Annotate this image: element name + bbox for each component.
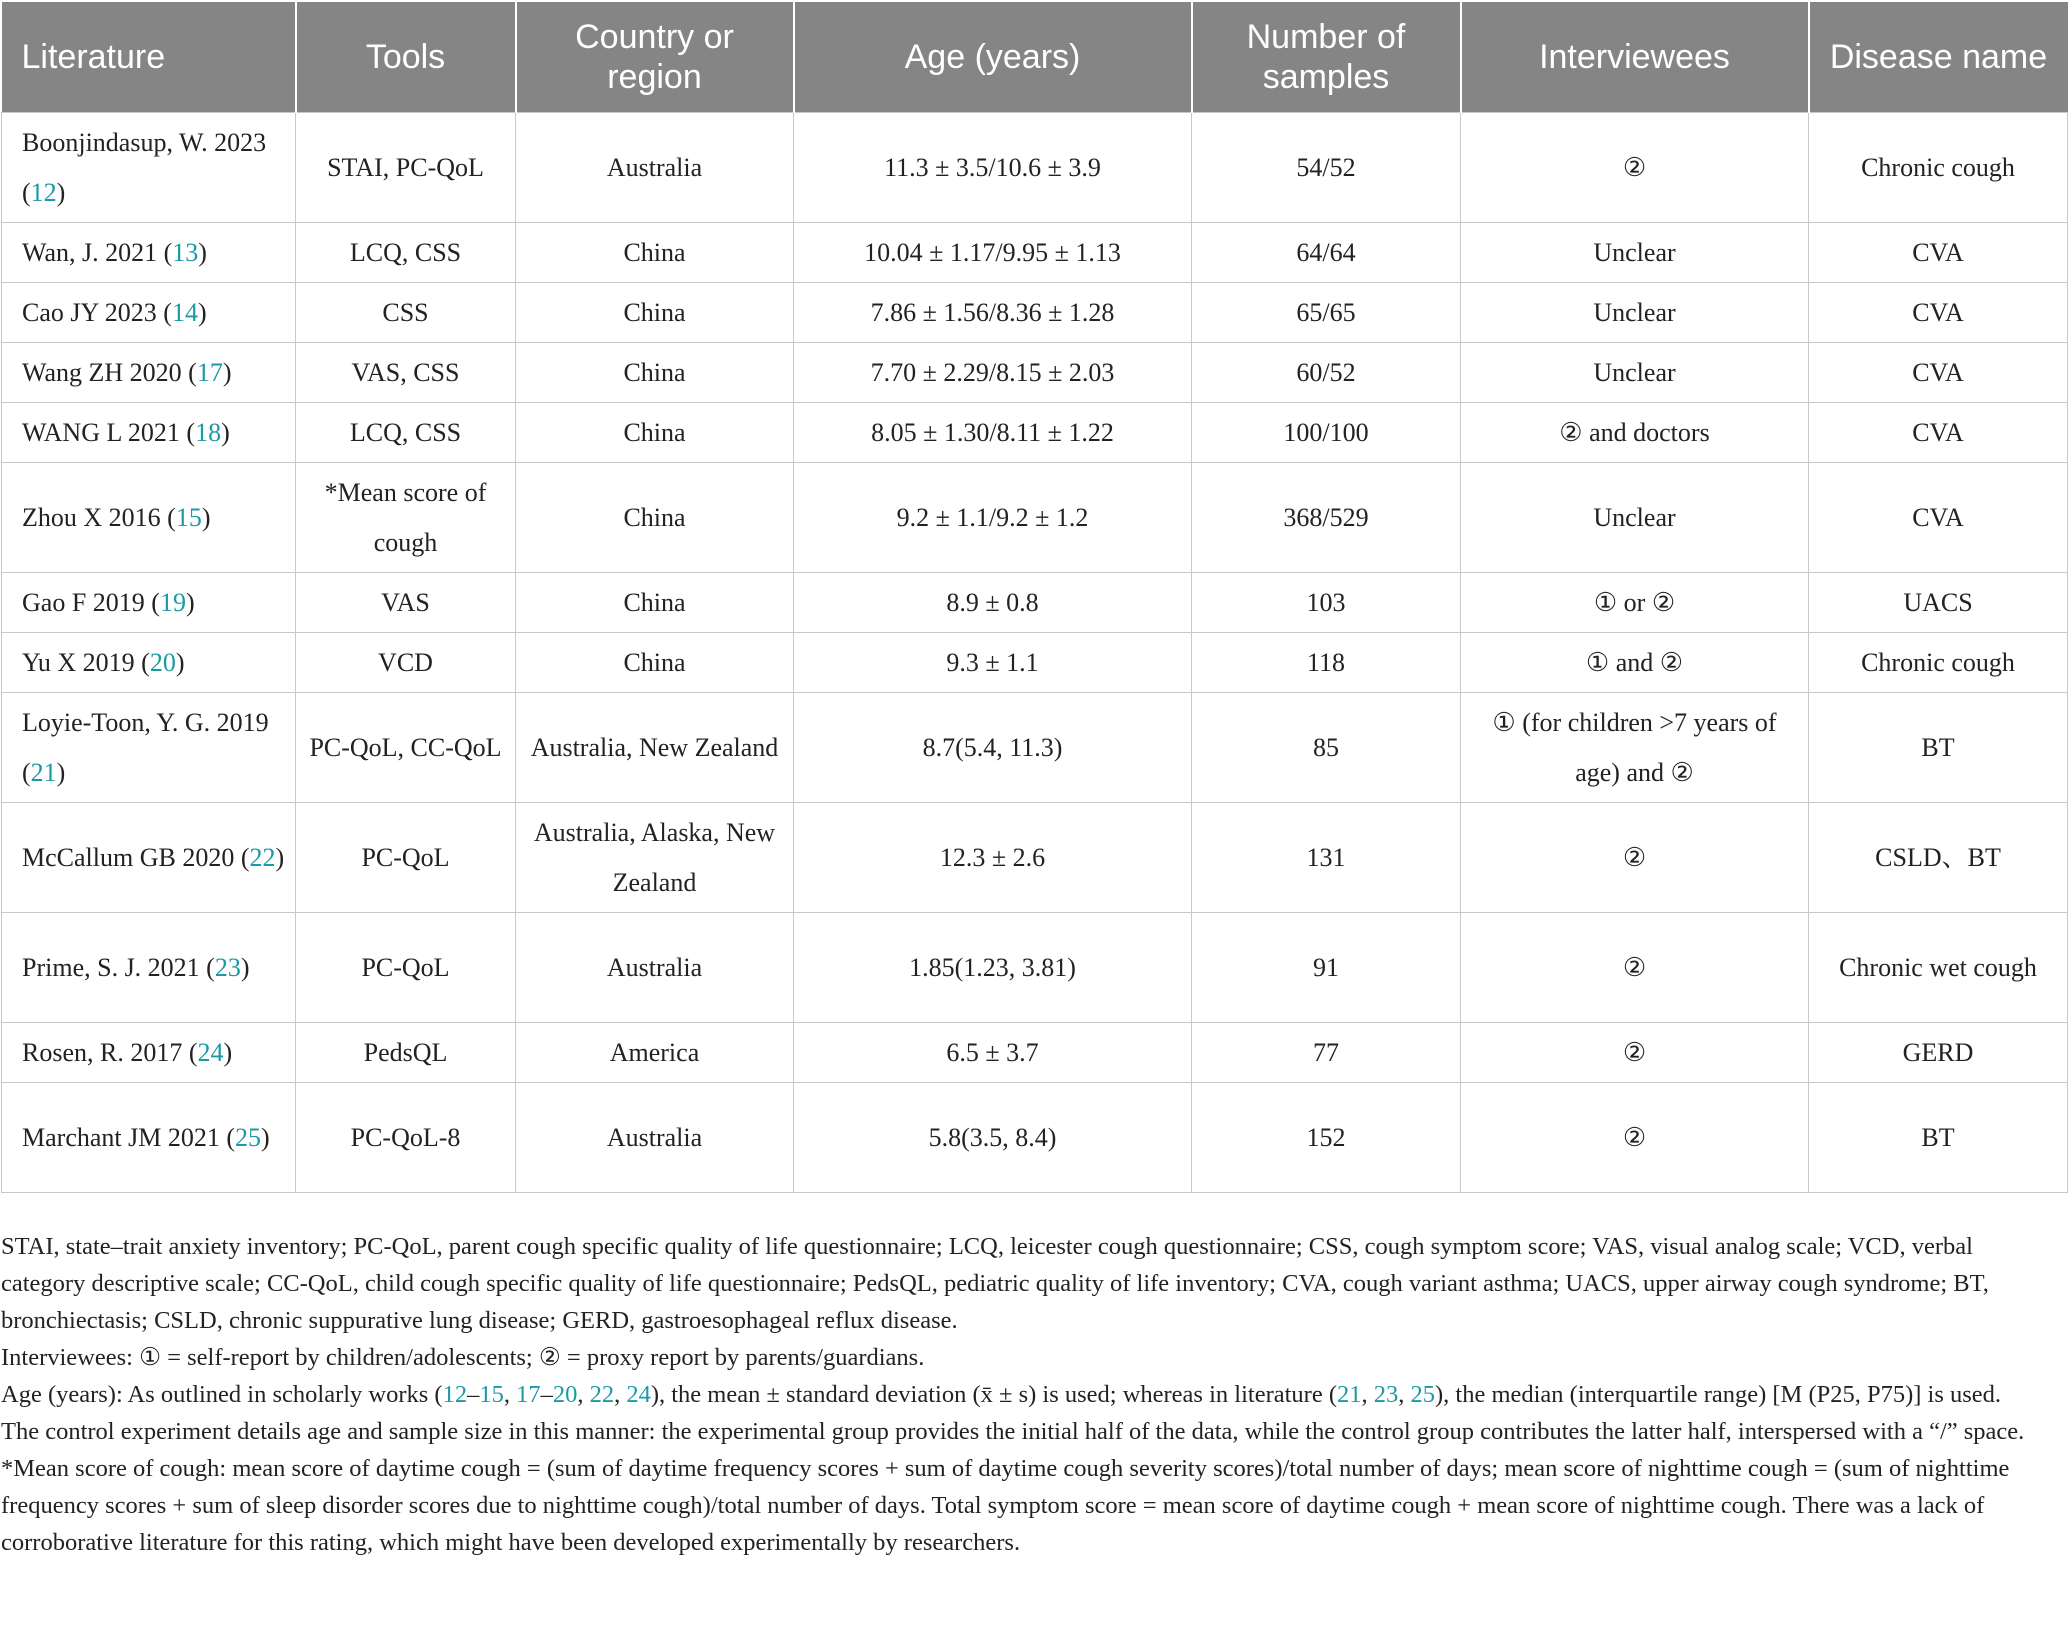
cell-country: China xyxy=(516,223,794,283)
cell-country: China xyxy=(516,633,794,693)
table-row xyxy=(2,283,2068,343)
cell-tools: PC-QoL-8 xyxy=(296,1083,516,1193)
cell-samples: 85 xyxy=(1192,693,1461,803)
footnote-control: The control experiment details age and sample size in this manner: the experimental group provides the initial half of the data, while the control group contributes the latter half, interspersed with a “/” space. xyxy=(1,1418,2025,1445)
cell-disease: BT xyxy=(1809,693,2068,803)
cell-age: 8.9 ± 0.8 xyxy=(794,573,1192,633)
cell-tools: PC-QoL, CC-QoL xyxy=(296,693,516,803)
cell-country: Australia xyxy=(516,913,794,1023)
cell-literature: Cao JY 2023 (14) xyxy=(2,283,296,343)
literature-text: Rosen, R. 2017 ( xyxy=(22,1037,198,1067)
header-samples: Number of samples xyxy=(1192,2,1461,113)
cell-literature: Boonjindasup, W. 2023 (12) xyxy=(2,113,296,223)
cell-literature: Wan, J. 2021 (13) xyxy=(2,223,296,283)
literature-text: Cao JY 2023 ( xyxy=(22,297,172,327)
cell-tools: *Mean score of cough xyxy=(296,463,516,573)
cell-samples: 368/529 xyxy=(1192,463,1461,573)
cell-age: 6.5 ± 3.7 xyxy=(794,1023,1192,1083)
literature-text: Marchant JM 2021 ( xyxy=(22,1122,236,1152)
cell-country: China xyxy=(516,343,794,403)
table-row xyxy=(2,403,2068,463)
header-country: Country or region xyxy=(516,2,794,113)
cell-age: 7.70 ± 2.29/8.15 ± 2.03 xyxy=(794,343,1192,403)
cell-age: 9.2 ± 1.1/9.2 ± 1.2 xyxy=(794,463,1192,573)
cell-age: 8.7(5.4, 11.3) xyxy=(794,693,1192,803)
cell-literature: Zhou X 2016 (15) xyxy=(2,463,296,573)
cell-interviewees: Unclear xyxy=(1461,223,1809,283)
reference-link[interactable]: 22 xyxy=(249,842,276,872)
literature-text: Zhou X 2016 ( xyxy=(22,502,176,532)
cell-tools: PedsQL xyxy=(296,1023,516,1083)
reference-link[interactable]: 20 xyxy=(149,647,176,677)
cell-disease: GERD xyxy=(1809,1023,2068,1083)
table-footnotes xyxy=(1,1228,2059,1561)
footnote-interviewees: Interviewees: ① = self-report by children/adolescents; ② = proxy report by parents/guardians. xyxy=(1,1344,925,1371)
cell-disease: CVA xyxy=(1809,223,2068,283)
cell-interviewees: ② xyxy=(1461,1083,1809,1193)
footnote-abbreviations: STAI, state–trait anxiety inventory; PC-QoL, parent cough specific quality of life questionnaire; LCQ, leicester cough questionnaire; CSS, cough symptom score; VAS, visual analog scale; VCD, verbal category descriptive scale; CC-QoL, child cough specific quality of life questionnaire; PedsQL, pediatric quality of life inventory; CVA, cough variant asthma; UACS, upper airway cough syndrome; BT, bronchiectasis; CSLD, chronic suppurative lung disease; GERD, gastroesophageal reflux disease. xyxy=(1,1233,1989,1334)
footnote-mean-score: *Mean score of cough: mean score of daytime cough = (sum of daytime frequency scores + sum of daytime cough severity scores)/total number of days; mean score of nighttime cough = (sum of nighttime frequency scores + sum of sleep disorder scores due to nighttime cough)/total number of days. Total symptom score = mean score of daytime cough + mean score of nighttime cough. There was a lack of corroborative literature for this rating, which might have been developed experimentally by researchers. xyxy=(1,1455,2010,1556)
cell-tools: STAI, PC-QoL xyxy=(296,113,516,223)
footnote-text: Age (years): As outlined in scholarly works ( xyxy=(1,1381,443,1408)
literature-text: Wan, J. 2021 ( xyxy=(22,237,173,267)
cell-samples: 118 xyxy=(1192,633,1461,693)
cell-country: Australia, New Zealand xyxy=(516,693,794,803)
reference-link[interactable]: 21 xyxy=(30,757,57,787)
cell-tools: LCQ, CSS xyxy=(296,403,516,463)
cell-interviewees: ② and doctors xyxy=(1461,403,1809,463)
cell-tools: CSS xyxy=(296,283,516,343)
reference-link[interactable]: 21 xyxy=(1336,1381,1362,1408)
literature-text: WANG L 2021 ( xyxy=(22,417,196,447)
header-interviewees: Interviewees xyxy=(1461,2,1809,113)
cell-samples: 152 xyxy=(1192,1083,1461,1193)
reference-link[interactable]: 20 xyxy=(552,1381,578,1408)
cell-age: 11.3 ± 3.5/10.6 ± 3.9 xyxy=(794,113,1192,223)
cell-samples: 91 xyxy=(1192,913,1461,1023)
reference-link[interactable]: 15 xyxy=(175,502,202,532)
footnote-text: ), the mean ± standard deviation (x̄ ± s) is used; whereas in literature ( xyxy=(650,1381,1337,1408)
cell-interviewees: Unclear xyxy=(1461,343,1809,403)
footnote-text: , xyxy=(614,1381,627,1408)
header-age: Age (years) xyxy=(794,2,1192,113)
table-row xyxy=(2,1083,2068,1193)
cell-age: 5.8(3.5, 8.4) xyxy=(794,1083,1192,1193)
cell-tools: VAS, CSS xyxy=(296,343,516,403)
reference-link[interactable]: 19 xyxy=(159,587,186,617)
reference-link[interactable]: 13 xyxy=(172,237,199,267)
reference-link[interactable]: 14 xyxy=(171,297,198,327)
cell-literature: McCallum GB 2020 (22) xyxy=(2,803,296,913)
cell-samples: 131 xyxy=(1192,803,1461,913)
cell-disease: CVA xyxy=(1809,463,2068,573)
table-row xyxy=(2,223,2068,283)
table-row xyxy=(2,803,2068,913)
reference-link[interactable]: 18 xyxy=(195,417,222,447)
cell-disease: CVA xyxy=(1809,403,2068,463)
cell-age: 1.85(1.23, 3.81) xyxy=(794,913,1192,1023)
cell-country: China xyxy=(516,283,794,343)
cell-age: 9.3 ± 1.1 xyxy=(794,633,1192,693)
reference-link[interactable]: 25 xyxy=(1410,1381,1435,1408)
reference-link[interactable]: 22 xyxy=(589,1381,615,1408)
cell-disease: Chronic cough xyxy=(1809,633,2068,693)
literature-text: Boonjindasup, W. 2023 ( xyxy=(22,127,267,207)
reference-link[interactable]: 23 xyxy=(1373,1381,1399,1408)
cell-literature: Marchant JM 2021 (25) xyxy=(2,1083,296,1193)
cell-disease: Chronic wet cough xyxy=(1809,913,2068,1023)
header-tools: Tools xyxy=(296,2,516,113)
cell-samples: 64/64 xyxy=(1192,223,1461,283)
cell-country: Australia xyxy=(516,113,794,223)
literature-text: Gao F 2019 ( xyxy=(22,587,160,617)
cell-age: 7.86 ± 1.56/8.36 ± 1.28 xyxy=(794,283,1192,343)
reference-link[interactable]: 17 xyxy=(516,1381,541,1408)
cell-literature: WANG L 2021 (18) xyxy=(2,403,296,463)
cell-country: China xyxy=(516,573,794,633)
table-row xyxy=(2,113,2068,223)
reference-link[interactable]: 15 xyxy=(479,1381,504,1408)
cell-age: 12.3 ± 2.6 xyxy=(794,803,1192,913)
header-literature: Literature xyxy=(2,2,296,113)
literature-text: Yu X 2019 ( xyxy=(22,647,150,677)
cell-samples: 54/52 xyxy=(1192,113,1461,223)
reference-link[interactable]: 12 xyxy=(442,1381,468,1408)
cell-disease: BT xyxy=(1809,1083,2068,1193)
cell-literature: Prime, S. J. 2021 (23) xyxy=(2,913,296,1023)
reference-link[interactable]: 25 xyxy=(235,1122,262,1152)
cell-tools: PC-QoL xyxy=(296,913,516,1023)
cell-interviewees: Unclear xyxy=(1461,463,1809,573)
header-disease: Disease name xyxy=(1809,2,2068,113)
cell-literature: Gao F 2019 (19) xyxy=(2,573,296,633)
table-row xyxy=(2,633,2068,693)
cell-disease: CSLD、BT xyxy=(1809,803,2068,913)
cell-interviewees: ① or ② xyxy=(1461,573,1809,633)
cell-disease: CVA xyxy=(1809,283,2068,343)
cell-samples: 65/65 xyxy=(1192,283,1461,343)
literature-text: McCallum GB 2020 ( xyxy=(22,842,250,872)
literature-text: Loyie-Toon, Y. G. 2019 ( xyxy=(22,707,269,787)
footnote-text: , xyxy=(577,1381,590,1408)
table-row xyxy=(2,693,2068,803)
reference-link[interactable]: 12 xyxy=(30,177,57,207)
footnote-age xyxy=(1,1376,2059,1413)
footnote-text: , xyxy=(1398,1381,1411,1408)
cell-tools: LCQ, CSS xyxy=(296,223,516,283)
table-row xyxy=(2,343,2068,403)
cell-age: 8.05 ± 1.30/8.11 ± 1.22 xyxy=(794,403,1192,463)
cell-samples: 103 xyxy=(1192,573,1461,633)
table-row xyxy=(2,913,2068,1023)
cell-interviewees: ② xyxy=(1461,113,1809,223)
table-header-row xyxy=(2,2,2068,113)
cell-interviewees: ① and ② xyxy=(1461,633,1809,693)
cell-country: America xyxy=(516,1023,794,1083)
cell-disease: CVA xyxy=(1809,343,2068,403)
cell-country: China xyxy=(516,463,794,573)
cell-interviewees: Unclear xyxy=(1461,283,1809,343)
cell-country: Australia xyxy=(516,1083,794,1193)
footnote-text: ), the median (interquartile range) [M (P25, P75)] is used. xyxy=(1434,1381,2002,1408)
literature-text: Prime, S. J. 2021 ( xyxy=(22,952,215,982)
literature-text: Wang ZH 2020 ( xyxy=(22,357,197,387)
cell-disease: Chronic cough xyxy=(1809,113,2068,223)
cell-age: 10.04 ± 1.17/9.95 ± 1.13 xyxy=(794,223,1192,283)
reference-link[interactable]: 24 xyxy=(626,1381,651,1408)
cell-interviewees: ② xyxy=(1461,913,1809,1023)
footnote-text: – xyxy=(467,1381,480,1408)
cell-tools: VCD xyxy=(296,633,516,693)
cell-samples: 77 xyxy=(1192,1023,1461,1083)
table-row xyxy=(2,573,2068,633)
table-row xyxy=(2,463,2068,573)
cell-tools: VAS xyxy=(296,573,516,633)
footnote-text: – xyxy=(540,1381,553,1408)
cell-literature: Loyie-Toon, Y. G. 2019 (21) xyxy=(2,693,296,803)
cell-samples: 100/100 xyxy=(1192,403,1461,463)
cell-disease: UACS xyxy=(1809,573,2068,633)
cell-samples: 60/52 xyxy=(1192,343,1461,403)
cell-interviewees: ② xyxy=(1461,1023,1809,1083)
reference-link[interactable]: 23 xyxy=(214,952,241,982)
footnote-text: , xyxy=(503,1381,517,1408)
cell-country: Australia, Alaska, New Zealand xyxy=(516,803,794,913)
cell-interviewees: ① (for children >7 years of age) and ② xyxy=(1461,693,1809,803)
cell-literature: Rosen, R. 2017 (24) xyxy=(2,1023,296,1083)
cell-interviewees: ② xyxy=(1461,803,1809,913)
reference-link[interactable]: 24 xyxy=(197,1037,224,1067)
table-row xyxy=(2,1023,2068,1083)
footnote-text: , xyxy=(1361,1381,1374,1408)
cell-country: China xyxy=(516,403,794,463)
literature-table xyxy=(1,2,2068,1193)
cell-literature: Wang ZH 2020 (17) xyxy=(2,343,296,403)
cell-literature: Yu X 2019 (20) xyxy=(2,633,296,693)
reference-link[interactable]: 17 xyxy=(196,357,223,387)
cell-tools: PC-QoL xyxy=(296,803,516,913)
